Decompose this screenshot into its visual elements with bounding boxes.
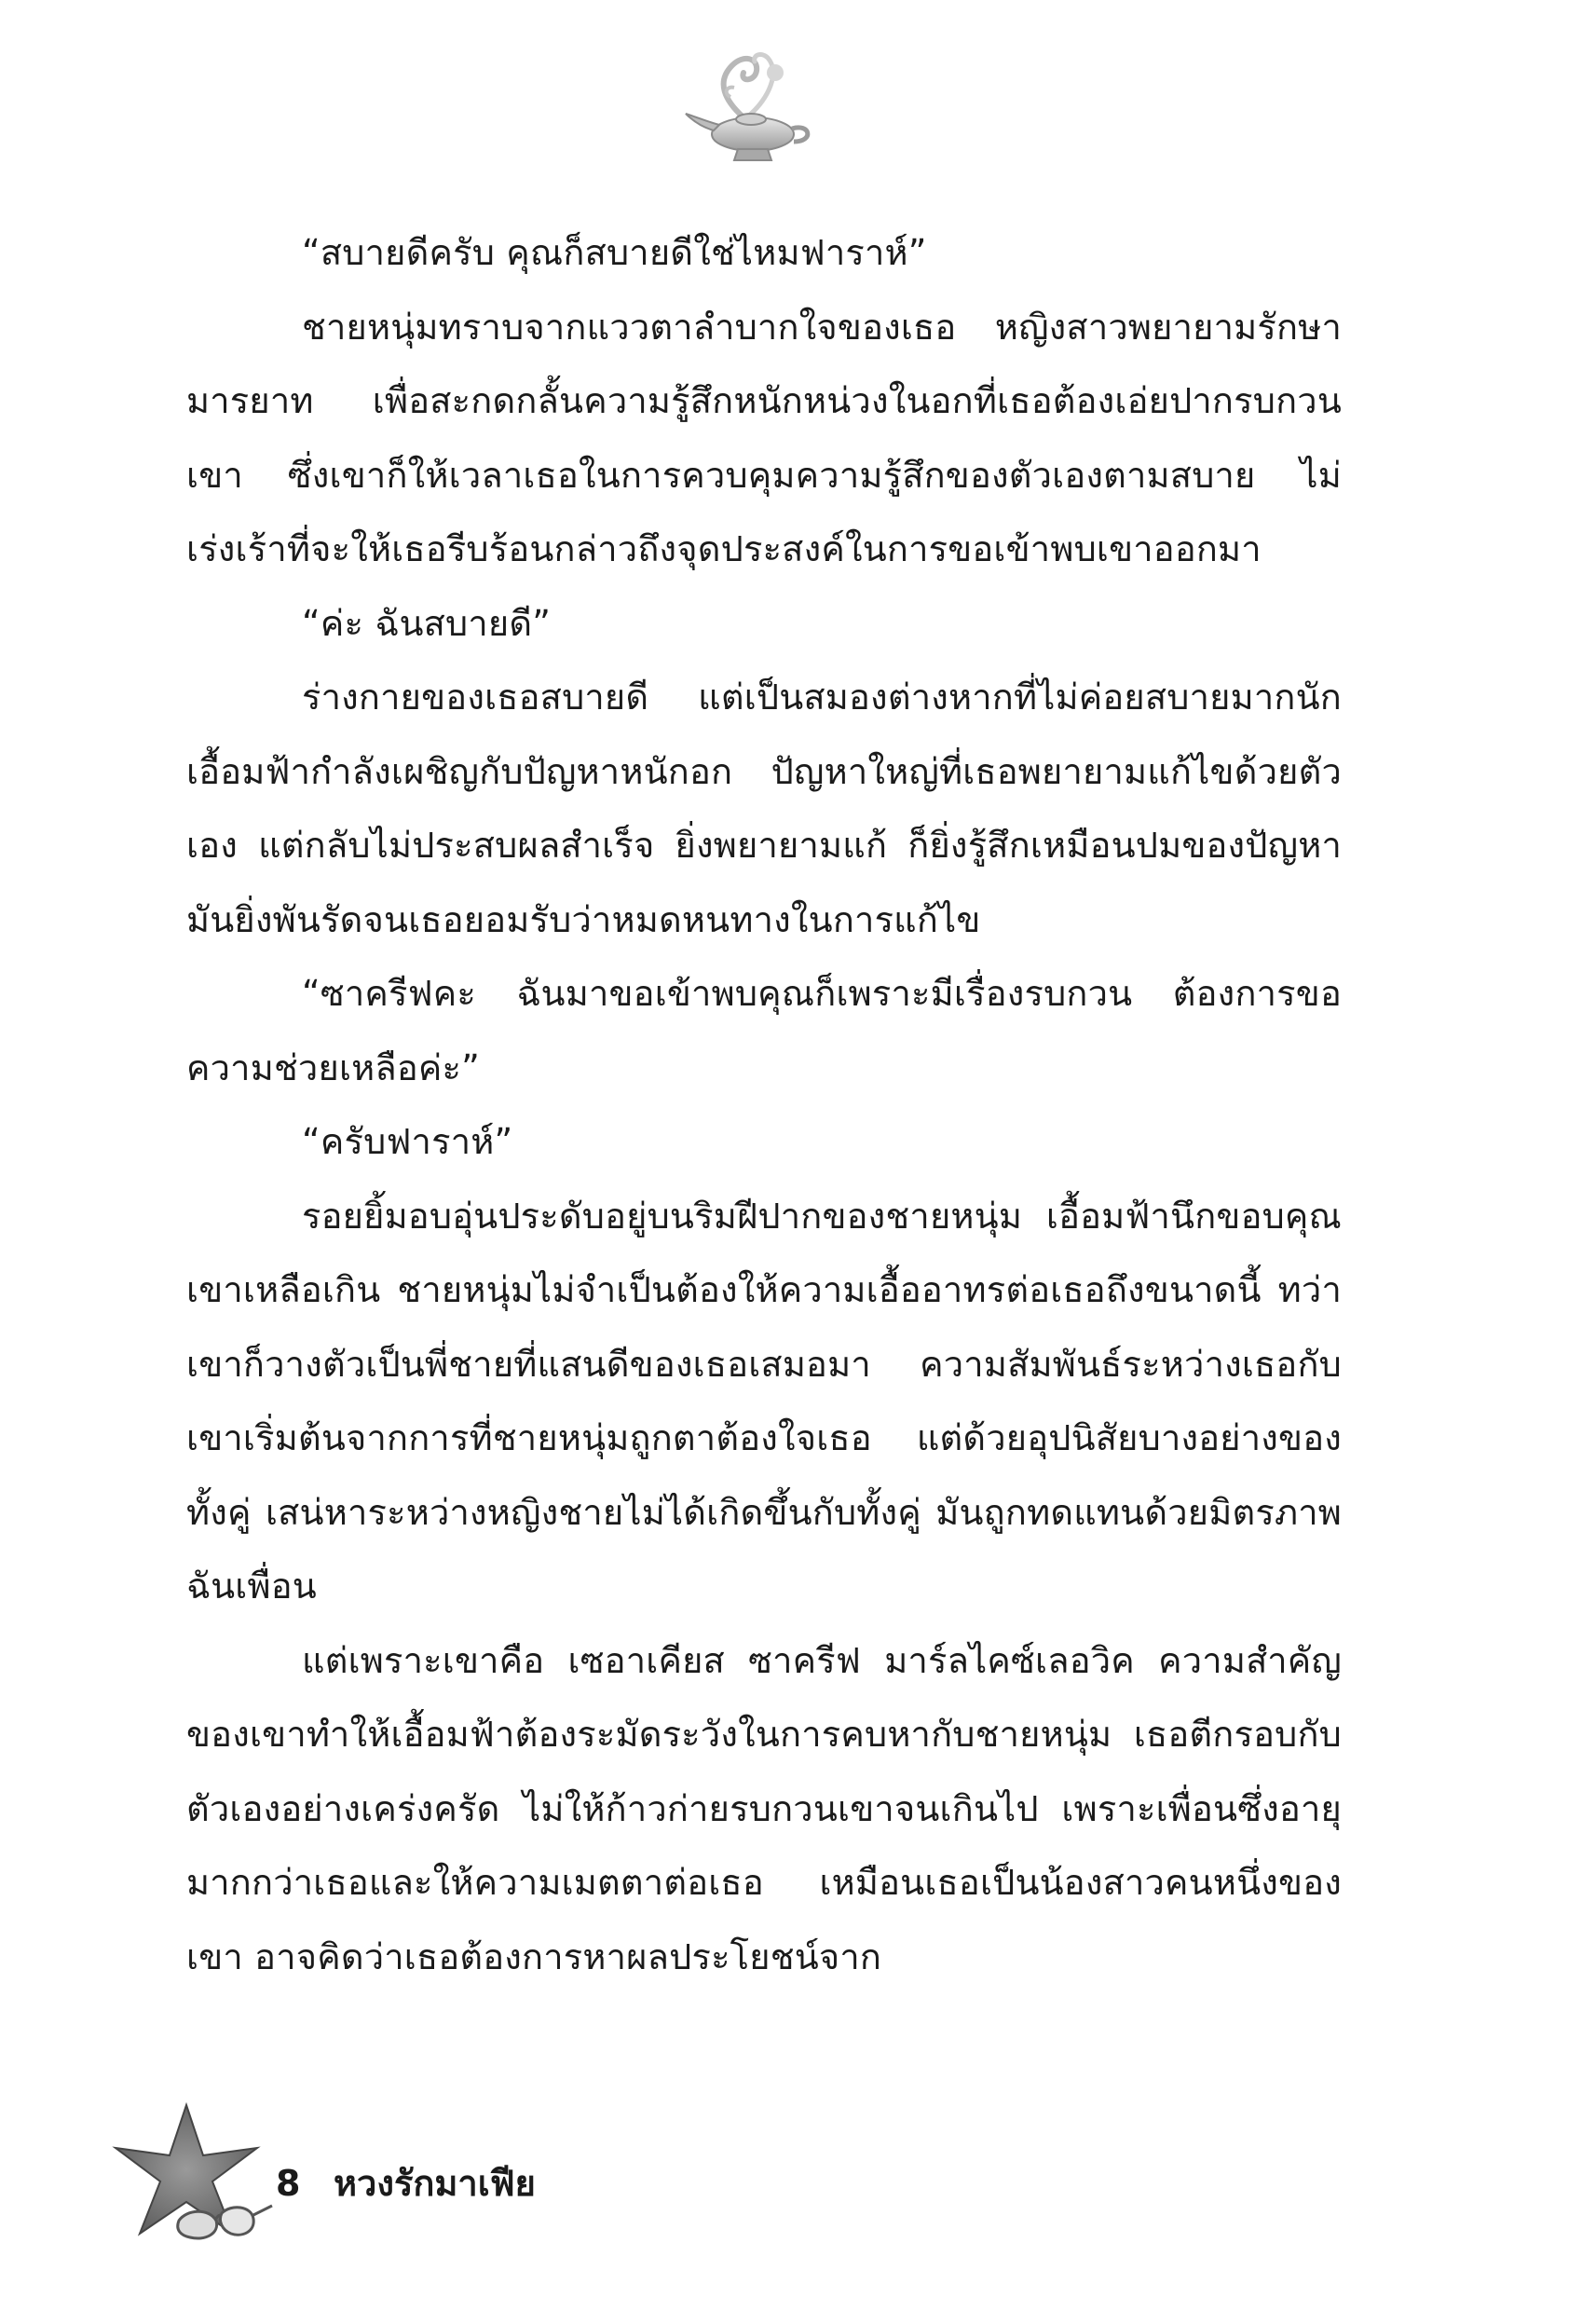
genie-lamp-icon <box>678 45 827 175</box>
paragraph: “ครับฟาราห์” <box>302 1121 513 1162</box>
sunglasses-icon <box>178 2206 272 2238</box>
paragraph: รอยยิ้มอบอุ่นประดับอยู่บนริมฝีปากของชายหนุ่ม เอื้อมฟ้านึกขอบคุณเขาเหลือเกิน ชายหนุ่มไม่จำเป็นต้องให้ความเอื้ออาทรต่อเธอถึงขนาดนี้ ทว่าเขาก็วางตัวเป็นพี่ชายที่แสนดีของเธอเสมอมา ความสัมพันธ์ระหว่างเธอกับเขาเริ่มต้นจากการที่ชายหนุ่มถูกตาต้องใจเธอ แต่ด้วยอุปนิสัยบางอย่างของทั้งคู่ เสน่หาระหว่างหญิงชายไม่ได้เกิดขึ้นกับทั้งคู่ มันถูกทดแทนด้วยมิตรภาพฉันเพื่อน <box>186 1195 1342 1607</box>
book-title: หวงรักมาเฟีย <box>334 2163 536 2204</box>
page-footer <box>93 2101 745 2260</box>
body-text <box>186 216 1342 1994</box>
paragraph: “ค่ะ ฉันสบายดี” <box>302 602 552 644</box>
paragraph: แต่เพราะเขาคือ เซอาเคียส ซาครีฟ มาร์ลไคซ์เลอวิค ความสำคัญของเขาทำให้เอื้อมฟ้าต้องระมัดระวังในการคบหากับชายหนุ่ม เธอตีกรอบกับตัวเองอย่างเคร่งครัด ไม่ให้ก้าวก่ายรบกวนเขาจนเกินไป เพราะเพื่อนซึ่งอายุมากกว่าเธอและให้ความเมตตาต่อเธอ เหมือนเธอเป็นน้องสาวคนหนึ่งของเขา อาจคิดว่าเธอต้องการหาผลประโยชน์จาก <box>186 1639 1342 1977</box>
paragraph: “ซาครีฟคะ ฉันมาขอเข้าพบคุณก็เพราะมีเรื่องรบกวน ต้องการขอความช่วยเหลือค่ะ” <box>186 973 1342 1088</box>
paragraph: “สบายดีครับ คุณก็สบายดีใช่ไหมฟาราห์” <box>302 232 927 273</box>
footer-art <box>93 2101 280 2260</box>
paragraph: ร่างกายของเธอสบายดี แต่เป็นสมองต่างหากที่ไม่ค่อยสบายมากนัก เอื้อมฟ้ากำลังเผชิญกับปัญหาหนักอก ปัญหาใหญ่ที่เธอพยายามแก้ไขด้วยตัวเอง แต่กลับไม่ประสบผลสำเร็จ ยิ่งพยายามแก้ ก็ยิ่งรู้สึกเหมือนปมของปัญหามันยิ่งพันรัดจนเธอยอมรับว่าหมดหนทางในการแก้ไข <box>186 677 1342 940</box>
page-number: 8 <box>276 2163 301 2204</box>
paragraph: ชายหนุ่มทราบจากแววตาลำบากใจของเธอ หญิงสาวพยายามรักษามารยาท เพื่อสะกดกลั้นความรู้สึกหนักหน่วงในอกที่เธอต้องเอ่ยปากรบกวนเขา ซึ่งเขาก็ให้เวลาเธอในการควบคุมความรู้สึกของตัวเองตามสบาย ไม่เร่งเร้าที่จะให้เธอรีบร้อนกล่าวถึงจุดประสงค์ในการขอเข้าพบเขาออกมา <box>186 306 1342 569</box>
starfish-icon <box>93 2101 280 2260</box>
